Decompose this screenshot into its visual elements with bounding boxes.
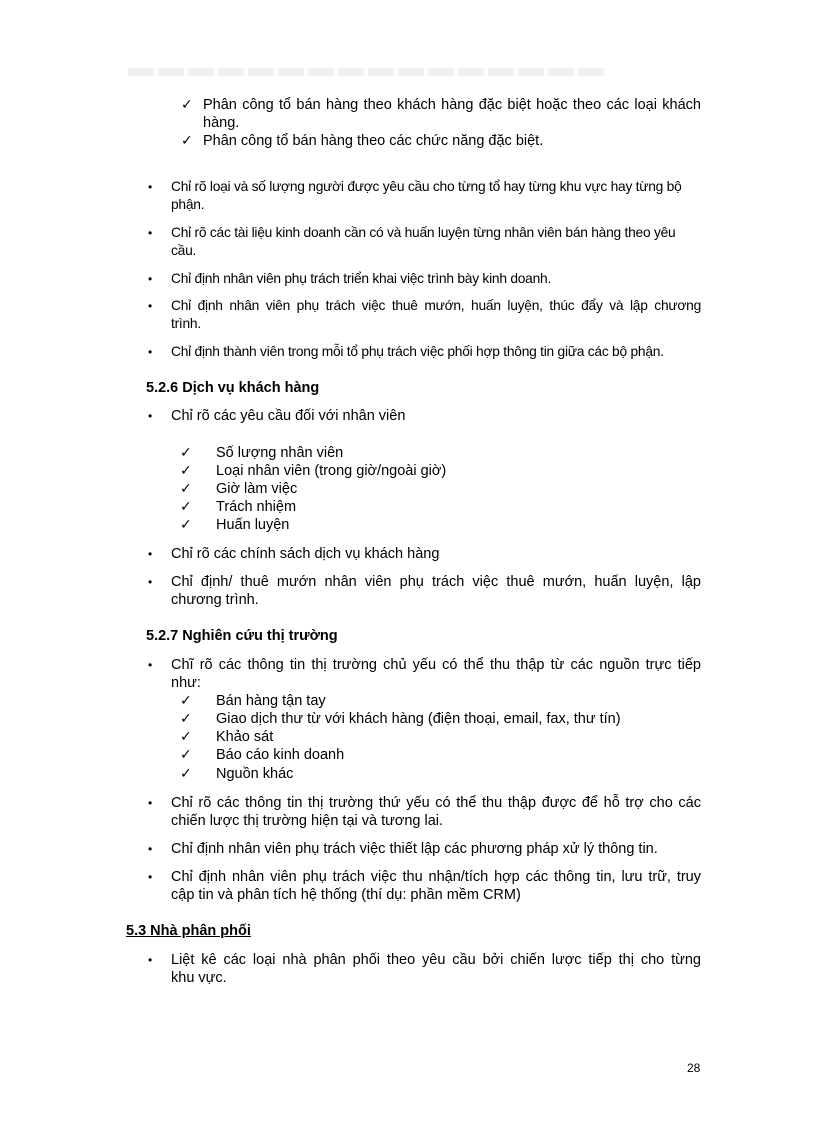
check-527-5: Nguồn khác xyxy=(216,766,294,782)
bullet-icon: • xyxy=(148,796,153,810)
bullet-a2: Chỉ rõ các tài liệu kinh doanh cần có và huấn luyện từng nhân viên bán hàng theo yêu xyxy=(171,225,676,240)
check-icon: ✓ xyxy=(180,711,192,727)
bullet-a1: Chỉ rõ loại và số lượng người được yêu cầu cho từng tổ hay từng khu vực hay từng bộ xyxy=(171,179,682,194)
top-check-item-1-cont: hàng. xyxy=(203,115,240,131)
bullet-a1-cont: phận. xyxy=(171,197,205,212)
top-check-item-2: Phân công tổ bán hàng theo các chức năng đặc biệt. xyxy=(203,133,544,149)
bullet-icon: • xyxy=(148,547,153,561)
page-number: 28 xyxy=(687,1061,701,1075)
check-527-4: Báo cáo kinh doanh xyxy=(216,747,345,763)
bullet-527-4-cont: cập tin và phân tích hệ thống (thí dụ: phần mềm CRM) xyxy=(171,887,521,903)
bullet-a2-cont: cầu. xyxy=(171,243,197,258)
bullet-icon: • xyxy=(148,842,153,856)
bullet-icon: • xyxy=(148,575,153,589)
check-icon: ✓ xyxy=(180,517,192,533)
check-icon: ✓ xyxy=(180,499,192,515)
bullet-a5: Chỉ định thành viên trong mỗi tổ phụ trách việc phối hợp thông tin giữa các bộ phận. xyxy=(171,344,664,359)
check-icon: ✓ xyxy=(180,747,192,763)
section-heading-53: 5.3 Nhà phân phối xyxy=(126,923,251,939)
bullet-icon: • xyxy=(148,299,153,313)
check-526-2: Loại nhân viên (trong giờ/ngoài giờ) xyxy=(216,463,447,479)
check-526-4: Trách nhiệm xyxy=(216,499,297,515)
check-527-3: Khảo sát xyxy=(216,729,274,745)
bullet-527-2: Chỉ rõ các thông tin thị trường thứ yếu có thể thu thập được để hỗ trợ cho các xyxy=(171,795,701,811)
bullet-527-1-cont: như: xyxy=(171,675,201,691)
check-icon: ✓ xyxy=(181,133,193,149)
bullet-a4: Chỉ định nhân viên phụ trách việc thuê mướn, huấn luyện, thúc đẩy và lập chương xyxy=(171,298,701,313)
check-526-1: Số lượng nhân viên xyxy=(216,445,344,461)
check-526-3: Giờ làm việc xyxy=(216,481,298,497)
bullet-526-3: Chỉ định/ thuê mướn nhân viên phụ trách việc thuê mướn, huấn luyện, lập xyxy=(171,574,701,590)
check-icon: ✓ xyxy=(181,97,193,113)
bullet-icon: • xyxy=(148,658,153,672)
bullet-a3: Chỉ định nhân viên phụ trách triển khai việc trình bày kinh doanh. xyxy=(171,271,552,286)
bullet-icon: • xyxy=(148,226,153,240)
bullet-526-3-cont: chương trình. xyxy=(171,592,259,608)
bullet-icon: • xyxy=(148,870,153,884)
check-527-1: Bán hàng tận tay xyxy=(216,693,326,709)
check-526-5: Huấn luyện xyxy=(216,517,290,533)
bullet-icon: • xyxy=(148,409,153,423)
check-icon: ✓ xyxy=(180,481,192,497)
faint-header-text xyxy=(128,68,608,76)
bullet-icon: • xyxy=(148,180,153,194)
check-icon: ✓ xyxy=(180,463,192,479)
bullet-527-2-cont: chiến lược thị trường hiện tại và tương lai. xyxy=(171,813,444,829)
check-icon: ✓ xyxy=(180,766,192,782)
check-icon: ✓ xyxy=(180,729,192,745)
check-icon: ✓ xyxy=(180,693,192,709)
bullet-icon: • xyxy=(148,345,153,359)
section-heading-526: 5.2.6 Dịch vụ khách hàng xyxy=(146,380,320,396)
check-527-2: Giao dịch thư từ với khách hàng (điện thoại, email, fax, thư tín) xyxy=(216,711,621,727)
bullet-526-2: Chỉ rõ các chính sách dịch vụ khách hàng xyxy=(171,546,440,562)
top-check-item-1: Phân công tổ bán hàng theo khách hàng đặc biệt hoặc theo các loại khách xyxy=(203,97,701,113)
bullet-526-1: Chỉ rõ các yêu cầu đối với nhân viên xyxy=(171,408,406,424)
bullet-icon: • xyxy=(148,272,153,286)
bullet-53-1: Liệt kê các loại nhà phân phối theo yêu cầu bởi chiến lược tiếp thị cho từng xyxy=(171,952,701,968)
bullet-a4-cont: trình. xyxy=(171,316,201,331)
bullet-527-4: Chỉ định nhân viên phụ trách việc thu nhận/tích hợp các thông tin, lưu trữ, truy xyxy=(171,869,701,885)
bullet-527-1: Chĩ rõ các thông tin thị trường chủ yếu có thể thu thập từ các nguồn trực tiếp xyxy=(171,657,701,673)
bullet-527-3: Chỉ định nhân viên phụ trách việc thiết lập các phương pháp xử lý thông tin. xyxy=(171,841,658,857)
bullet-icon: • xyxy=(148,953,153,967)
check-icon: ✓ xyxy=(180,445,192,461)
section-heading-527: 5.2.7 Nghiên cứu thị trường xyxy=(146,628,338,644)
bullet-53-1-cont: khu vực. xyxy=(171,970,227,986)
